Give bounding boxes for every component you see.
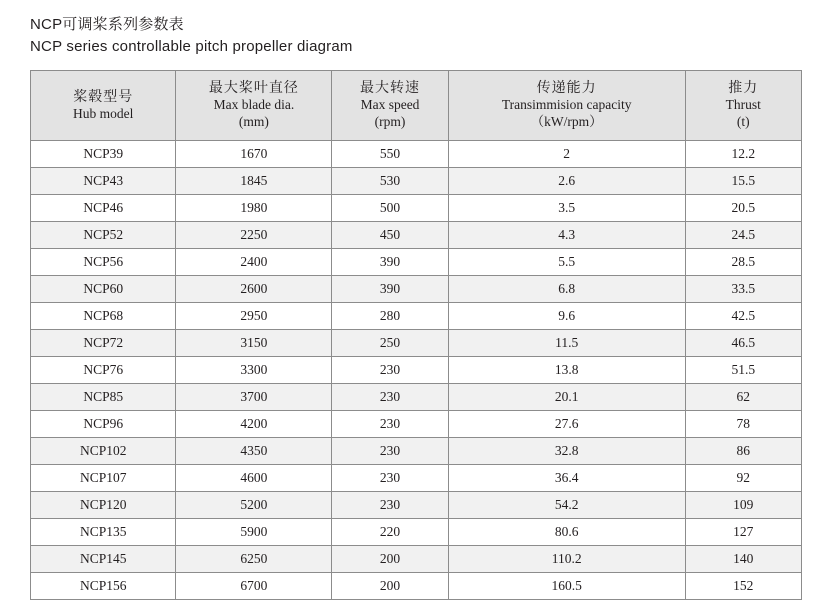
cell-max-blade-dia: 2600 — [176, 276, 332, 303]
cell-hub-model: NCP43 — [31, 168, 176, 195]
table-header — [31, 71, 802, 141]
cell-transmission-capacity: 13.8 — [448, 357, 685, 384]
cell-max-blade-dia: 6700 — [176, 573, 332, 600]
cell-hub-model: NCP39 — [31, 141, 176, 168]
cell-max-blade-dia: 1670 — [176, 141, 332, 168]
cell-thrust: 24.5 — [685, 222, 801, 249]
table-row — [31, 195, 802, 222]
cell-transmission-capacity: 80.6 — [448, 519, 685, 546]
cell-max-speed: 200 — [332, 546, 448, 573]
cell-max-speed: 220 — [332, 519, 448, 546]
cell-max-blade-dia: 4200 — [176, 411, 332, 438]
column-header-en: Transimmision capacity — [501, 97, 632, 112]
table-row — [31, 249, 802, 276]
cell-max-blade-dia: 2400 — [176, 249, 332, 276]
table-row — [31, 222, 802, 249]
column-header-max-speed — [332, 71, 448, 141]
cell-transmission-capacity: 2.6 — [448, 168, 685, 195]
column-header-en: Max blade dia. — [213, 97, 295, 112]
cell-hub-model: NCP135 — [31, 519, 176, 546]
table-row — [31, 546, 802, 573]
cell-hub-model: NCP96 — [31, 411, 176, 438]
column-header-en: Max speed — [360, 97, 420, 112]
cell-hub-model: NCP52 — [31, 222, 176, 249]
cell-thrust: 12.2 — [685, 141, 801, 168]
cell-hub-model: NCP76 — [31, 357, 176, 384]
cell-max-speed: 390 — [332, 249, 448, 276]
cell-transmission-capacity: 160.5 — [448, 573, 685, 600]
cell-hub-model: NCP156 — [31, 573, 176, 600]
cell-transmission-capacity: 3.5 — [448, 195, 685, 222]
cell-hub-model: NCP102 — [31, 438, 176, 465]
cell-max-speed: 230 — [332, 465, 448, 492]
cell-transmission-capacity: 27.6 — [448, 411, 685, 438]
cell-transmission-capacity: 36.4 — [448, 465, 685, 492]
cell-max-speed: 230 — [332, 438, 448, 465]
cell-max-speed: 230 — [332, 492, 448, 519]
column-header-hub-model — [31, 71, 176, 141]
cell-max-speed: 500 — [332, 195, 448, 222]
cell-thrust: 42.5 — [685, 303, 801, 330]
cell-max-speed: 530 — [332, 168, 448, 195]
table-row — [31, 492, 802, 519]
column-header-en: Thrust — [725, 97, 761, 112]
cell-max-blade-dia: 4600 — [176, 465, 332, 492]
cell-hub-model: NCP145 — [31, 546, 176, 573]
table-row — [31, 330, 802, 357]
page-title-chinese: NCP可调桨系列参数表 — [30, 16, 184, 33]
cell-max-speed: 200 — [332, 573, 448, 600]
table-row — [31, 411, 802, 438]
column-header-unit: （kW/rpm） — [530, 114, 603, 129]
cell-transmission-capacity: 32.8 — [448, 438, 685, 465]
table-row — [31, 168, 802, 195]
cell-hub-model: NCP107 — [31, 465, 176, 492]
cell-thrust: 51.5 — [685, 357, 801, 384]
cell-transmission-capacity: 11.5 — [448, 330, 685, 357]
table-row — [31, 141, 802, 168]
column-header-unit: (t) — [736, 114, 750, 129]
cell-max-blade-dia: 2250 — [176, 222, 332, 249]
cell-max-blade-dia: 3700 — [176, 384, 332, 411]
cell-transmission-capacity: 4.3 — [448, 222, 685, 249]
cell-transmission-capacity: 54.2 — [448, 492, 685, 519]
table-row — [31, 276, 802, 303]
cell-thrust: 152 — [685, 573, 801, 600]
cell-hub-model: NCP68 — [31, 303, 176, 330]
cell-transmission-capacity: 5.5 — [448, 249, 685, 276]
cell-thrust: 33.5 — [685, 276, 801, 303]
cell-transmission-capacity: 9.6 — [448, 303, 685, 330]
column-header-cn: 传递能力 — [536, 79, 597, 95]
cell-max-blade-dia: 4350 — [176, 438, 332, 465]
cell-thrust: 86 — [685, 438, 801, 465]
table-row — [31, 303, 802, 330]
column-header-cn: 最大转速 — [360, 79, 421, 95]
cell-transmission-capacity: 110.2 — [448, 546, 685, 573]
cell-max-speed: 230 — [332, 411, 448, 438]
column-header-cn: 桨毂型号 — [73, 87, 134, 104]
cell-max-blade-dia: 3150 — [176, 330, 332, 357]
cell-max-speed: 280 — [332, 303, 448, 330]
cell-max-blade-dia: 6250 — [176, 546, 332, 573]
cell-max-blade-dia: 3300 — [176, 357, 332, 384]
cell-hub-model: NCP60 — [31, 276, 176, 303]
cell-thrust: 20.5 — [685, 195, 801, 222]
document-title-block — [30, 14, 802, 58]
column-header-unit: (rpm) — [374, 114, 406, 129]
table-row — [31, 357, 802, 384]
cell-thrust: 28.5 — [685, 249, 801, 276]
column-header-transmission-capacity — [448, 71, 685, 141]
cell-max-speed: 390 — [332, 276, 448, 303]
cell-thrust: 15.5 — [685, 168, 801, 195]
column-header-cn: 最大桨叶直径 — [208, 79, 299, 95]
column-header-thrust — [685, 71, 801, 141]
cell-thrust: 140 — [685, 546, 801, 573]
cell-max-blade-dia: 1980 — [176, 195, 332, 222]
cell-transmission-capacity: 6.8 — [448, 276, 685, 303]
cell-transmission-capacity: 2 — [448, 141, 685, 168]
cell-max-blade-dia: 5900 — [176, 519, 332, 546]
cell-max-speed: 250 — [332, 330, 448, 357]
column-header-en: Hub model — [73, 105, 134, 121]
cell-max-speed: 230 — [332, 357, 448, 384]
page-title-english: NCP series controllable pitch propeller diagram — [30, 38, 353, 55]
table-row — [31, 438, 802, 465]
propeller-spec-table — [30, 70, 802, 600]
table-row — [31, 465, 802, 492]
cell-thrust: 109 — [685, 492, 801, 519]
cell-thrust: 62 — [685, 384, 801, 411]
table-row — [31, 384, 802, 411]
cell-max-speed: 550 — [332, 141, 448, 168]
cell-max-speed: 450 — [332, 222, 448, 249]
cell-hub-model: NCP85 — [31, 384, 176, 411]
cell-max-speed: 230 — [332, 384, 448, 411]
cell-hub-model: NCP46 — [31, 195, 176, 222]
table-row — [31, 519, 802, 546]
cell-max-blade-dia: 2950 — [176, 303, 332, 330]
table-row — [31, 573, 802, 600]
cell-hub-model: NCP56 — [31, 249, 176, 276]
cell-hub-model: NCP72 — [31, 330, 176, 357]
cell-transmission-capacity: 20.1 — [448, 384, 685, 411]
cell-hub-model: NCP120 — [31, 492, 176, 519]
cell-max-blade-dia: 1845 — [176, 168, 332, 195]
column-header-unit: (mm) — [238, 114, 269, 129]
table-body — [31, 141, 802, 600]
cell-max-blade-dia: 5200 — [176, 492, 332, 519]
cell-thrust: 46.5 — [685, 330, 801, 357]
cell-thrust: 92 — [685, 465, 801, 492]
cell-thrust: 78 — [685, 411, 801, 438]
column-header-cn: 推力 — [728, 79, 759, 95]
table-header-row — [31, 71, 802, 141]
cell-thrust: 127 — [685, 519, 801, 546]
column-header-max-blade-dia — [176, 71, 332, 141]
